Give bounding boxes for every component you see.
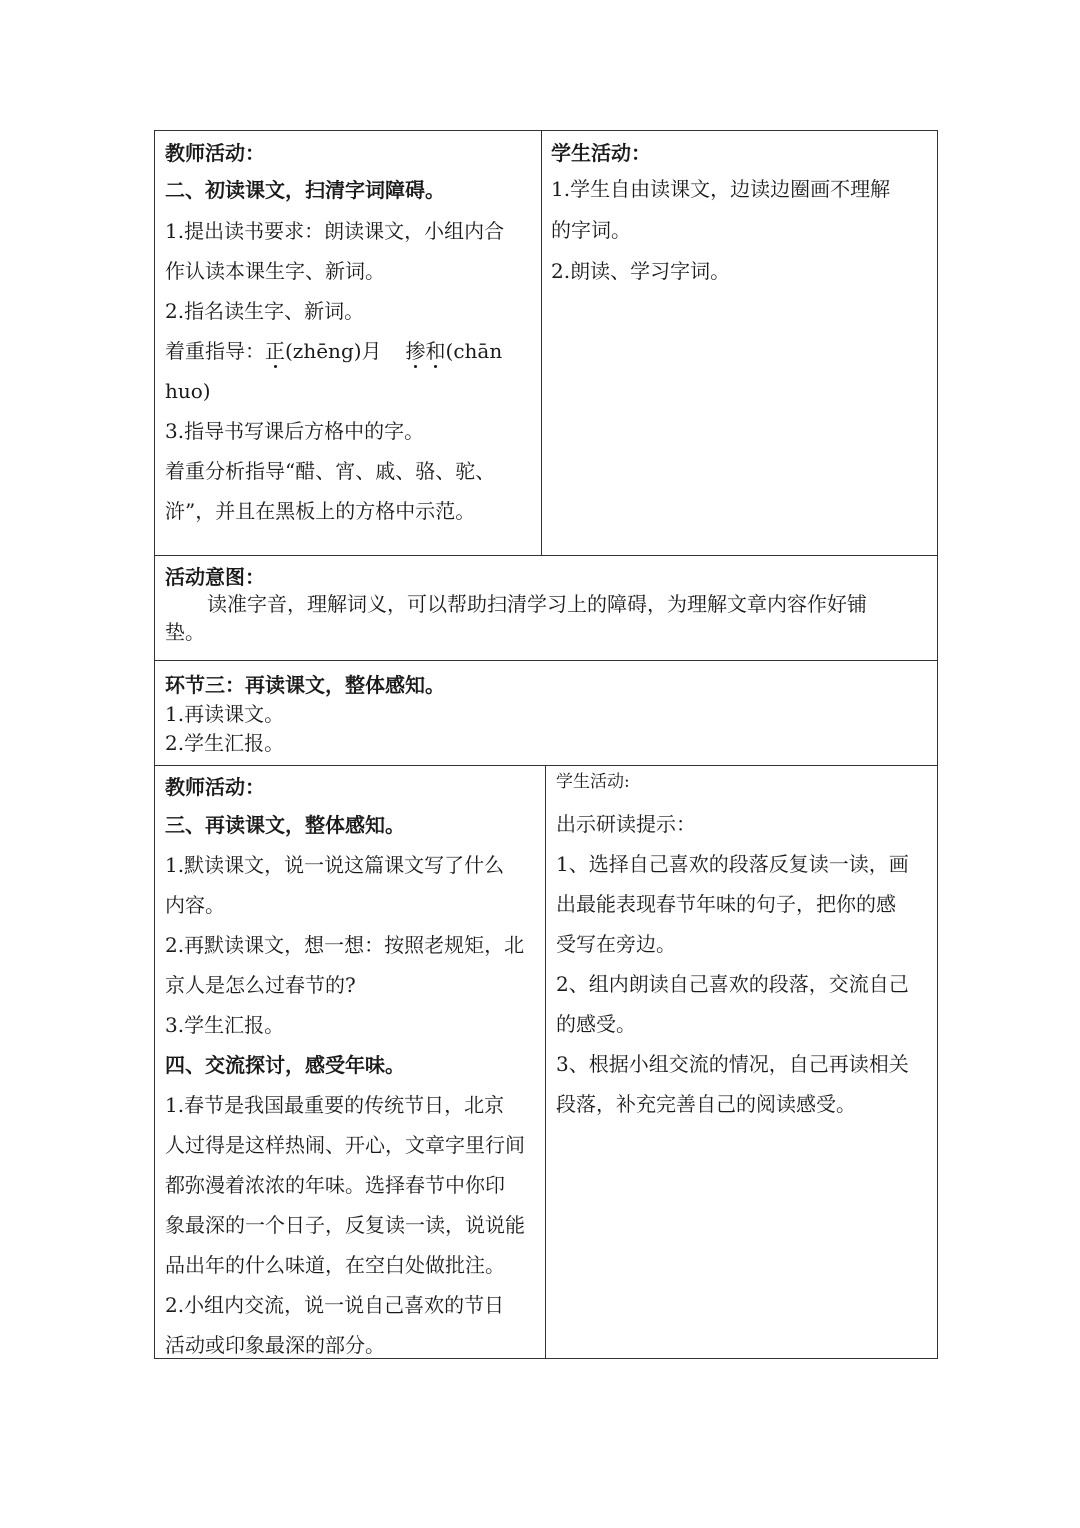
text-line: 2.再默读课文，想一想：按照老规矩，北 (165, 933, 525, 957)
text-line: 1.学生自由读课文，边读边圈画不理解 (551, 177, 891, 201)
text-line: 段落，补充完善自己的阅读感受。 (556, 1092, 856, 1116)
stage-three-heading: 环节三：再读课文，整体感知。 (165, 673, 445, 697)
text-line: 1.默读课文，说一说这篇课文写了什么 (165, 853, 505, 877)
student-activity-heading: 学生活动: (556, 772, 630, 792)
teacher-activity-cell-1 (155, 131, 541, 555)
section-heading-2: 二、初读课文，扫清字词障碍。 (165, 178, 445, 202)
text-line: 人过得是这样热闹、开心，文章字里行间 (165, 1133, 525, 1157)
dotted-char-chan: 掺 (405, 339, 426, 363)
teacher-activity-heading: 教师活动： (165, 141, 265, 165)
text-line: 活动或印象最深的部分。 (165, 1333, 385, 1357)
text-line: huo) (165, 379, 211, 403)
text-line: 都弥漫着浓浓的年味。选择春节中你印 (165, 1173, 505, 1197)
pinyin-chanhuo: (chān (445, 339, 503, 363)
activity-intent-cell (155, 555, 938, 660)
text-line: 受写在旁边。 (556, 932, 676, 956)
student-activity-cell-2 (545, 765, 938, 1359)
text-line: 内容。 (165, 893, 225, 917)
text-line: 1.春节是我国最重要的传统节日，北京 (165, 1093, 505, 1117)
pronunciation-guide-line (165, 338, 502, 364)
section-heading-3: 三、再读课文，整体感知。 (165, 813, 405, 837)
text-line: 2.小组内交流，说一说自己喜欢的节日 (165, 1293, 505, 1317)
text-line: 品出年的什么味道，在空白处做批注。 (165, 1253, 505, 1277)
student-activity-heading: 学生活动： (551, 141, 651, 165)
text-line: 2.指名读生字、新词。 (165, 299, 365, 323)
text-line: 2.朗读、学习字词。 (551, 259, 731, 283)
teacher-activity-heading: 教师活动： (165, 775, 265, 799)
text-line: 着重分析指导“醋、宵、戚、骆、驼、 (165, 459, 496, 483)
activity-intent-heading: 活动意图： (165, 565, 265, 589)
student-activity-cell-1 (541, 131, 938, 555)
reading-hint-title: 出示研读提示： (556, 812, 696, 836)
section-heading-4: 四、交流探讨，感受年味。 (165, 1053, 405, 1077)
text-line: 3、根据小组交流的情况，自己再读相关 (556, 1052, 909, 1076)
text-line: 3.学生汇报。 (165, 1013, 285, 1037)
text-line: 1.提出读书要求：朗读课文，小组内合 (165, 219, 505, 243)
pinyin-zheng: (zhēng)月 (285, 339, 382, 363)
text-line: 1.再读课文。 (165, 702, 285, 726)
dotted-char-huo: 和 (425, 339, 446, 363)
text-line: 2.学生汇报。 (165, 731, 285, 755)
text-line: 象最深的一个日子，反复读一读，说说能 (165, 1213, 525, 1237)
dotted-char-zheng: 正 (265, 339, 285, 363)
activity-intent-text: 读准字音，理解词义，可以帮助扫清学习上的障碍，为理解文章内容作好铺 (207, 592, 867, 616)
emphasis-prefix: 着重指导： (165, 339, 265, 363)
lesson-plan-table (154, 130, 938, 1359)
activity-intent-text: 垫。 (165, 620, 205, 644)
teacher-activity-cell-2 (155, 765, 545, 1359)
stage-three-cell (155, 660, 938, 765)
text-line: 2、组内朗读自己喜欢的段落，交流自己 (556, 972, 909, 996)
text-line: 京人是怎么过春节的? (165, 973, 356, 997)
text-line: 作认读本课生字、新词。 (165, 259, 385, 283)
text-line: 1、选择自己喜欢的段落反复读一读，画 (556, 852, 909, 876)
text-line: 的感受。 (556, 1012, 636, 1036)
text-line: 浒”，并且在黑板上的方格中示范。 (165, 499, 476, 523)
text-line: 3.指导书写课后方格中的字。 (165, 419, 425, 443)
text-line: 的字词。 (551, 218, 631, 242)
text-line: 出最能表现春节年味的句子，把你的感 (556, 892, 896, 916)
